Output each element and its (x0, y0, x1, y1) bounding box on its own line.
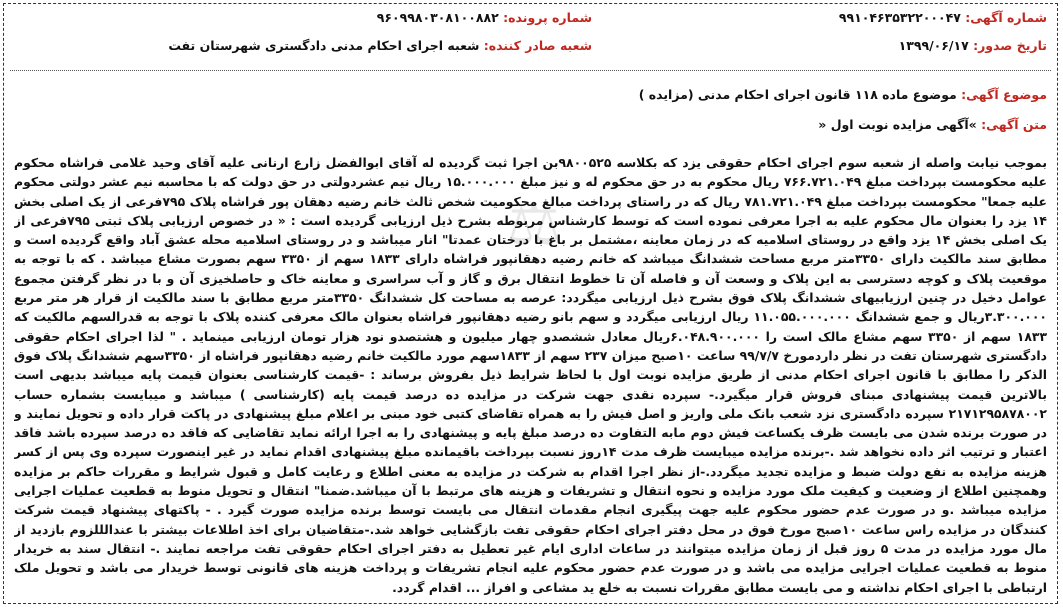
case-number-label: شماره پرونده: (503, 10, 592, 25)
notice-text-heading (818, 117, 1047, 132)
subject-label: موضوع آگهی: (961, 87, 1047, 102)
ad-number-value: ۹۹۱۰۴۶۳۵۳۲۲۰۰۰۴۷ (838, 10, 961, 25)
issuer-label: شعبه صادر کننده: (483, 38, 592, 53)
ad-number (839, 10, 1047, 25)
notice-body: بموجب نیابت واصله از شعبه سوم اجرای احکام حقوقی یزد که بکلاسه ۹۸۰۰۵۲۵بن اجرا ثبت گردیده له آقای ابوالفضل زارع ارنانی علیه آقای وحید غلامی فراشاه محکوم علیه محکومست بپرداخت مبلغ ۷۶۶.۷۲۱.۰۴۹ ریال محکوم به در حق محکوم له و نیز مبلغ ۱۵.۰۰۰.۰۰۰ ریال نیم عشردولتی در حق دولت که با محاسبه نیم عشر دولتی محکوم علیه جمعا" محکومست بپرداخت مبلغ ۷۸۱.۷۲۱.۰۴۹ ریال که در راستای پرداخت مبالغ محکومیت شخص ثالث خانم رضیه دهقان پور فراشاه پلاک ۷۹۵فرعی از یک اصلی بخش ۱۴ یزد را بعنوان مال محکوم علیه به اجرا معرفی نموده است که توسط کارشناس مربوطه بشرح ذیل ارزیابی گردیده است : « در خصوص ارزیابی پلاک ثبتی ۷۹۵فرعی از یک اصلی بخش ۱۴ یزد واقع در روستای اسلامیه که در زمان معاینه ،مشتمل بر باغ با درختان عمدتا" انار میباشد و در روستای اسلامیه محله عشق آباد واقع گردیده است و مطابق سند مالکیت دارای ۳۳۵۰متر مربع مساحت ششدانگ میباشد که خانم رضیه دهقانپور فراشاه دارای ۱۸۳۳ سهم از ۳۳۵۰ سهم بصورت مشاع میباشد . که با توجه به موقعیت پلاک و کوچه دسترسی به این پلاک و وسعت آن و فاصله آن تا خطوط انتقال برق و گاز و آب سراسری و معاینه خاک و حاصلخیزی آن و با در نظر گرفتن مجموع عوامل دخیل در چنین ارزیابیهای ششدانگ پلاک فوق بشرح ذیل ارزیابی میگردد: عرصه به مساحت کل ششدانگ ۳۳۵۰متر مربع مطابق با سند مالکیت از قرار هر متر مربع ۳.۳۰۰.۰۰۰ریال و جمع ششدانگ ۱۱.۰۵۵.۰۰۰.۰۰۰ ریال ارزیابی میگردد و سهم بانو رضیه دهقانپور فراشاه بعنوان مالک معرفی کننده پلاک با توجه به قدرالسهم مالکیت که ۱۸۳۳ سهم از ۳۳۵۰ سهم مشاع مالک است را ۶.۰۴۸.۹۰۰.۰۰۰ریال معادل ششصدو چهار میلیون و هشتصدو نود هزار تومان ارزیابی مینماید . " لذا اجرای احکام حقوقی دادگستری شهرستان تفت در نظر داردمورخ ۹۹/۷/۷ ساعت ۱۰صبح میزان ۲۳۷ سهم از ۱۸۳۳سهم مورد مالکیت خانم رضیه دهقانپور فراشاه از ۳۳۵۰سهم ششدانگ پلاک فوق الذکر را مطابق با قانون اجرای احکام مدنی از طریق مزایده نوبت اول با لحاظ شرایط ذیل بفروش برساند : -قیمت کارشناسی بعنوان قیمت پایه میباشد بدیهی است بالاترین قیمت پیشنهادی مبنای فروش قرار میگیرد.- سپرده نقدی جهت شرکت در مزایده ده درصد قیمت پایه (کارشناسی ) میباشد و میبایست بشماره حساب ۲۱۷۱۲۹۵۸۷۸۰۰۲ سپرده دادگستری نزد شعب بانک ملی واریز و اصل فیش را به همراه تقاضای کتبی خود مبنی بر اعلام مبلغ پیشنهادی در پاکت قرار داده و تحویل نمایند و در صورت برنده شدن می بایست ظرف یکساعت فیش دوم مابه التفاوت ده درصد مبلغ پایه و پیشنهادی را به اجرا ارائه نماید تقاضایی که فاقد ده درصد سپرده باشد فاقد اعتبار و ترتیب اثر داده نخواهد شد .-برنده مزایده میبایست ظرف مدت ۱۴روز نسبت بپرداخت باقیمانده مبلغ پیشنهادی اقدام نماید در غیر اینصورت سپرده وی پس از کسر هزینه مزایده به نفع دولت ضبط و مزایده تجدید میگردد.-از نظر اجرا اقدام به شرکت در مزایده به معنی اطلاع و رعایت کامل و قبول شرایط و مقررات حاکم بر مزایده وهمچنین اطلاع از وضعیت و کیفیت ملک مورد مزایده و نحوه انتقال و تشریفات و هزینه های مرتبط با آن میباشد.ضمنا" انتقال و تحویل منوط به قطعیت عملیات اجرایی مزایده میباشد .و در صورت عدم حضور محکوم علیه جهت پیگیری انجام مقدمات انتقال می بایست توسط برنده مزایده صورت گیرد . - پاکتهای پیشنهاد قیمت شرکت کنندگان در مزایده راس ساعت ۱۰صبح مورخ فوق در محل دفتر اجرای احکام حقوقی تفت بازگشایی خواهد شد.-متقاضیان برای اخذ اطلاعات بیشتر با عندالللزوم بازدید از مال مورد مزایده در مدت ۵ روز قبل از زمان مزایده میتوانند در ساعات اداری ایام غیر تعطیل به دفتر اجرای احکام حقوقی تفت مراجعه نمایند .- انتقال سند به خریدار منوط به قطعیت عملیات اجرایی مزایده می باشد و در صورت عدم حضور محکوم علیه انجام تشریفات و پرداخت هزینه های قانونی توسط خریدار می باشد و تحویل ملک ارتباطی با اجرای احکام نداشته و می بایست مطابق مقررات نسبت به خلع ید مشاعی و افراز ... اقدام گردد. (14, 155, 1047, 595)
divider (10, 70, 1051, 71)
case-number-value: ۹۶۰۹۹۸۰۳۰۸۱۰۰۸۸۲ (376, 10, 499, 25)
subject-value: موضوع ماده ۱۱۸ قانون اجرای احکام مدنی (مزایده ) (638, 87, 957, 102)
issue-date (899, 38, 1047, 53)
watermark-logo: ⚖ (507, 189, 561, 259)
ad-number-label: شماره آگهی: (965, 10, 1047, 25)
issue-date-label: تاریخ صدور: (973, 38, 1047, 53)
text-value: »آگهی مزایده نوبت اول « (818, 117, 977, 132)
case-number (377, 10, 592, 25)
text-label: متن آگهی: (981, 117, 1047, 132)
subject (639, 87, 1047, 102)
issuer (168, 38, 592, 53)
notice-frame (3, 3, 1058, 604)
issuer-value: شعبه اجرای احکام مدنی دادگستری شهرستان تفت (168, 38, 480, 53)
issue-date-value: ۱۳۹۹/۰۶/۱۷ (898, 38, 969, 53)
